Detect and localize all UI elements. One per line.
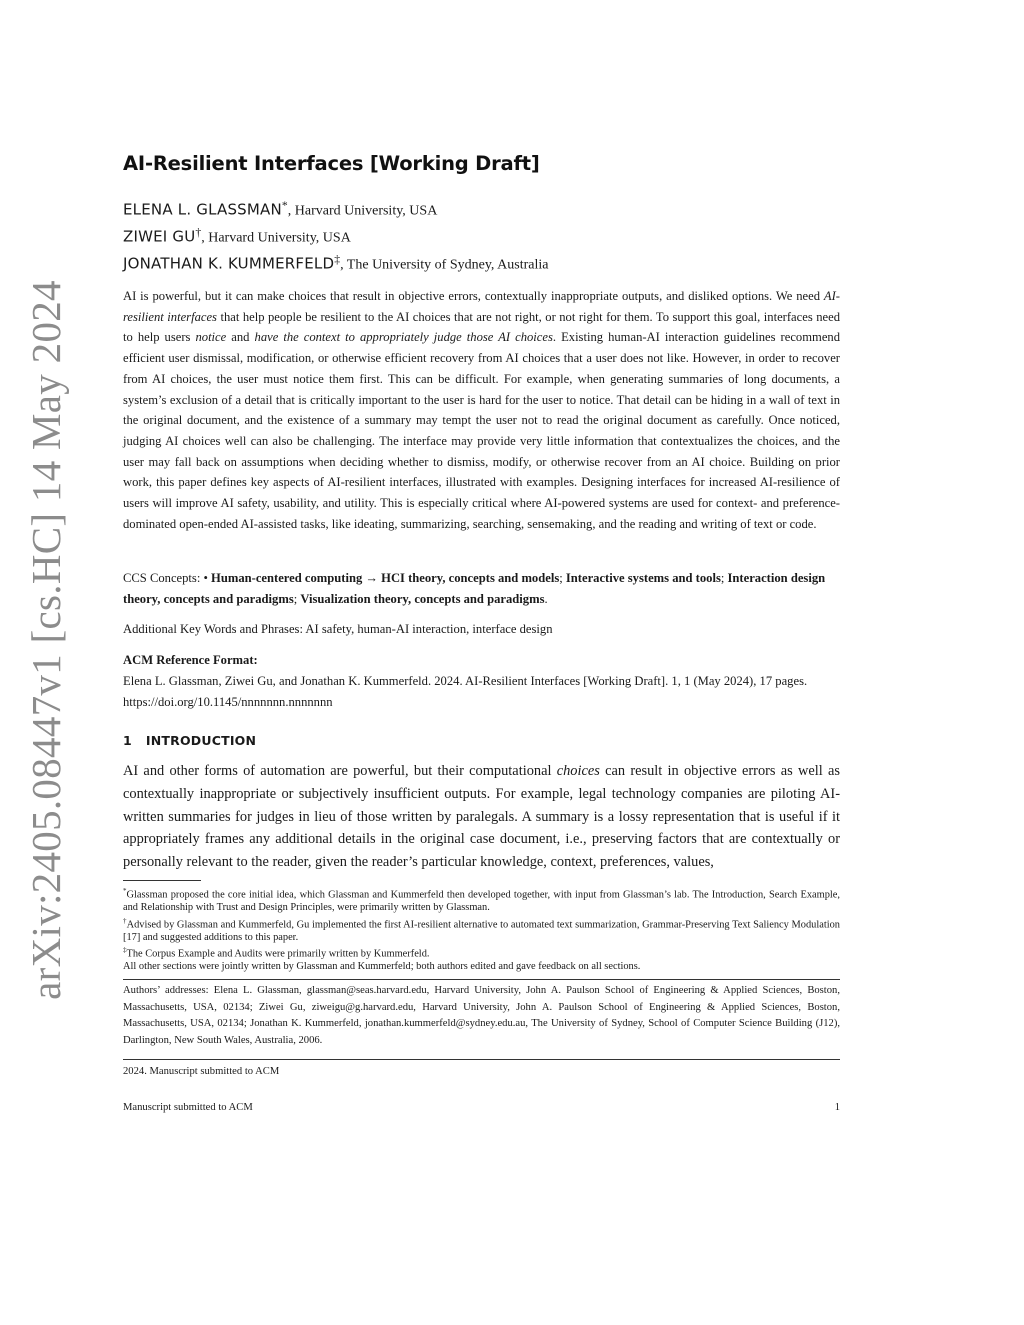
submission-rule bbox=[123, 1059, 840, 1060]
footnote-mark: † bbox=[195, 226, 202, 239]
address-rule bbox=[123, 979, 840, 980]
reference-text: Elena L. Glassman, Ziwei Gu, and Jonathan K. Kummerfeld. 2024. AI-Resilient Interfaces [Working Draft]. 1, 1 (May 2024), 17 pages. https://doi.org/10.1145/nnnnnnn.nnnnnnn bbox=[123, 674, 808, 709]
author-name: ELENA L. GLASSMAN bbox=[123, 200, 282, 219]
footnote: †Advised by Glassman and Kummerfeld, Gu implemented the first AI-resilient alternative to automated text summarization, Grammar-Preserving Text Saliency Modulation [17] and suggested additions to this paper. bbox=[123, 916, 840, 943]
abstract: AI is powerful, but it can make choices that result in objective errors, contextually inappropriate outputs, and disliked options. We need AI-resilient interfaces that help people be resilient to the AI choices that are not right, or not right for them. To support this goal, interfaces need to help users notice and have the context to appropriately judge those AI choices. Existing human-AI interaction guidelines recommend efficient user dismissal, modification, or otherwise efficient recovery from AI choices that a user does not like. However, in order to recover from AI choices, the user must notice them first. This can be difficult. For example, when generating summaries of long documents, a system’s exclusion of a detail that is critically important to the user is hard for the user to notice. That detail can be hiding in a wall of text in the original document, and the existence of a summary may tempt the user not to read the original document as carefully. Once noticed, judging AI choices well can also be challenging. The interface may provide very little information that contextualizes the choices, and the user may fall back on assumptions when deciding whether to dismiss, modify, or otherwise recover from an AI choice. Building on prior work, this paper defines key aspects of AI-resilient interfaces, illustrated with examples. Designing interfaces for increased AI-resilience of users will improve AI safety, usability, and utility. This is especially critical where AI-powered systems are used for context- and preference-dominated open-ended AI-assisted tasks, like ideating, summarizing, searching, sensemaking, and the reading and writing of text or code. bbox=[123, 289, 841, 531]
author-line bbox=[123, 253, 548, 274]
submission-note: 2024. Manuscript submitted to ACM bbox=[123, 1066, 280, 1077]
author-affiliation: , Harvard University, USA bbox=[287, 203, 438, 219]
author-addresses: Authors’ addresses: Elena L. Glassman, glassman@seas.harvard.edu, Harvard University, John A. Paulson School of Engineering & Applied Sciences, Boston, Massachusetts, USA, 02134; Ziwei Gu, ziweigu@g.harvard.edu, Harvard University, John A. Paulson School of Engineering & Applied Sciences, Boston, Massachusetts, USA, 02134; Jonathan K. Kummerfeld, jonathan.kummerfeld@sydney.edu.au, The University of Sydney, School of Computer Science Building (J12), Darlington, New South Wales, Australia, 2006. bbox=[123, 985, 840, 1046]
author-name: ZIWEI GU bbox=[123, 227, 196, 246]
author-line bbox=[123, 199, 437, 220]
footer-venue: Manuscript submitted to ACM bbox=[123, 1102, 253, 1113]
section-heading: 1 INTRODUCTION bbox=[123, 733, 257, 748]
page-number: 1 bbox=[834, 1102, 840, 1113]
footnote: *Glassman proposed the core initial idea, which Glassman and Kummerfeld then developed together, with input from Glassman’s lab. The Introduction, Search Example, and Relationship with Trust and Design Principles, were primarily written by Glassman. bbox=[123, 887, 840, 914]
footnote-rule bbox=[123, 880, 201, 881]
author-affiliation: , The University of Sydney, Australia bbox=[340, 257, 549, 273]
arxiv-stamp: arXiv:2405.08447v1 [cs.HC] 14 May 2024 bbox=[23, 280, 69, 1000]
keywords: Additional Key Words and Phrases: AI safety, human-AI interaction, interface design bbox=[123, 622, 553, 636]
reference-heading: ACM Reference Format: bbox=[123, 653, 258, 667]
ccs-concepts: CCS Concepts: • Human-centered computing → HCI theory, concepts and models; Interactive systems and tools; Interaction design theory, concepts and paradigms; Visualization theory, concepts and paradigms. bbox=[123, 571, 826, 606]
footnote-mark: * bbox=[281, 199, 288, 212]
author-name: JONATHAN K. KUMMERFELD bbox=[123, 254, 335, 273]
paper-title: AI-Resilient Interfaces [Working Draft] bbox=[123, 152, 540, 175]
footnote: ‡The Corpus Example and Audits were primarily written by Kummerfeld. bbox=[123, 946, 430, 960]
footnote: All other sections were jointly written by Glassman and Kummerfeld; both authors edited and gave feedback on all sections. bbox=[123, 961, 641, 973]
footnote-mark: ‡ bbox=[334, 253, 341, 266]
author-line bbox=[123, 226, 351, 247]
author-affiliation: , Harvard University, USA bbox=[201, 230, 351, 246]
intro-paragraph: AI and other forms of automation are powerful, but their computational choices can result in objective errors as well as contextually inappropriate or subjectively insufficient outputs. For example, legal technology companies are piloting AI-written summaries for judges in lieu of those written by paralegals. A summary is a lossy representation that is useful if it appropriately frames any additional details in the original case document, i.e., preserving factors that are contextually or personally relevant to the reader, given the reader’s particular knowledge, context, preferences, values, bbox=[123, 763, 841, 871]
footnotes bbox=[123, 885, 840, 974]
